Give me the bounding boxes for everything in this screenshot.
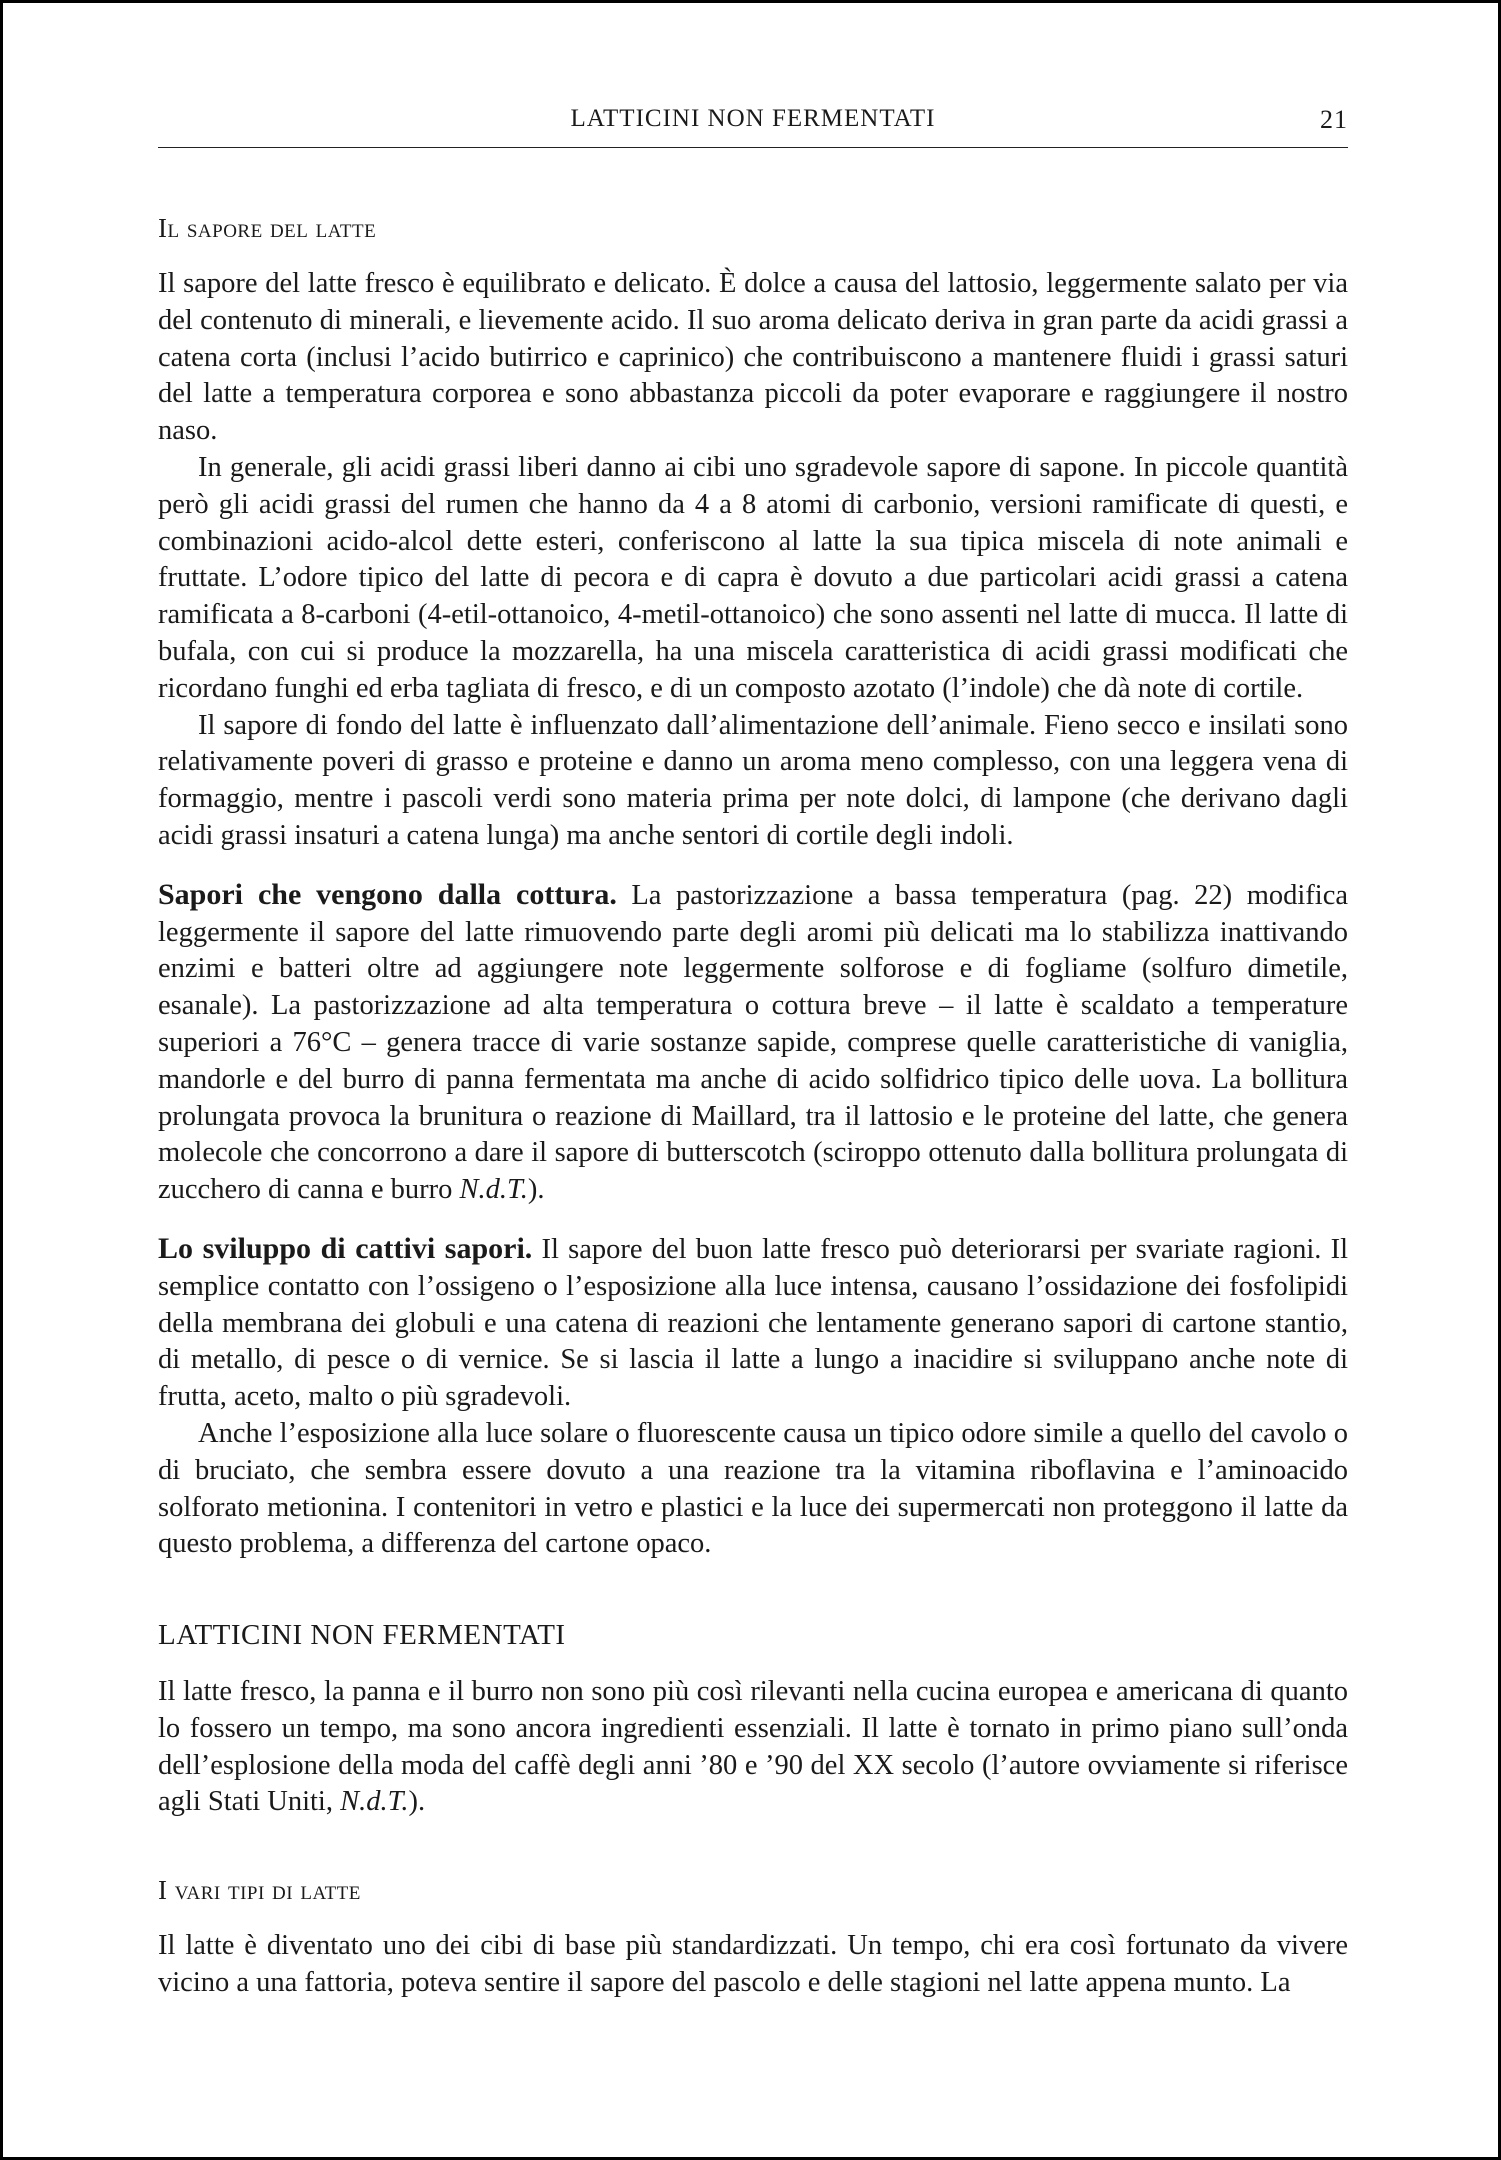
cottura-text: La pastorizzazione a bassa temperatura (pag. 22) modifica leggermente il sapore del latte rimuovendo parte degli aromi più delicati ma lo stabilizza inattivando enzimi e batteri oltre ad aggiungere note leggermente solforose e di fogliame (solfuro dimetile, esanale). La pastorizzazione ad alta temperatura o cottura breve – il latte è scaldato a temperature superiori a 76°C – genera tracce di varie sostanze sapide, comprese quelle caratteristiche di vaniglia, mandorle e del burro di panna fermentata ma anche di acido solfidrico tipico delle uova. La bollitura prolungata provoca la brunitura o reazione di Maillard, tra il lattosio e le proteine del latte, che genera molecole che concorrono a dare il sapore di butterscotch (sciroppo ottenuto dalla bollitura prolungata di zucchero di canna e burro <box>158 879 1348 1206</box>
running-title: LATTICINI NON FERMENTATI <box>570 105 936 132</box>
ndt-abbrev: N.d.T. <box>459 1174 528 1206</box>
latticini-text-end: ). <box>408 1786 426 1818</box>
paragraph-alimentazione: Il sapore di fondo del latte è influenzato dall’alimentazione dell’animale. Fieno secco e insilati sono relativamente poveri di grasso e proteine e danno un aroma meno complesso, con una leggera vena di formaggio, mentre i pascoli verdi sono materia prima per note dolci, di lampone (che derivano dagli acidi grassi insaturi a catena lunga) ma anche sentori di cortile degli indoli. <box>158 709 1348 851</box>
section-heading-latticini: LATTICINI NON FERMENTATI <box>158 1619 566 1652</box>
paragraph-cottura <box>158 877 1348 1209</box>
run-in-heading-cattivi-sapori: Lo sviluppo di cattivi sapori. <box>158 1231 533 1265</box>
section-heading-tipi-latte: I vari tipi di latte <box>158 1875 361 1906</box>
paragraph-acidi-grassi: In generale, gli acidi grassi liberi danno ai cibi uno sgradevole sapore di sapone. In piccole quantità però gli acidi grassi del rumen che hanno da 4 a 8 atomi di carbonio, versioni ramificate di questi, e combinazioni acido-alcol dette esteri, conferiscono al latte la sua tipica miscela di note animali e fruttate. L’odore tipico del latte di pecora e di capra è dovuto a due particolari acidi grassi a catena ramificata a 8-carboni (4-etil-ottanoico, 4-metil-ottanoico) che sono assenti nel latte di mucca. Il latte di bufala, con cui si produce la mozzarella, ha una miscela caratteristica di acidi grassi modificati che ricordano funghi ed erba tagliata di fresco, e di un composto azotato (l’indole) che dà note di cortile. <box>158 451 1348 704</box>
cattivi-sapori-text: Il sapore del buon latte fresco può deteriorarsi per svariate ragioni. Il semplice contatto con l’ossigeno o l’esposizione alla luce intensa, causano l’ossidazione dei fosfolipidi della membrana dei globuli e una catena di reazioni che lentamente generano sapori di cartone stantio, di metallo, di pesce o di vernice. Se si lascia il latte a lungo a inacidire si sviluppano anche note di frutta, aceto, malto o più sgradevoli. <box>158 1233 1349 1413</box>
paragraph-sapore-intro: Il sapore del latte fresco è equilibrato e delicato. È dolce a causa del lattosio, leggermente salato per via del contenuto di minerali, e lievemente acido. Il suo aroma delicato deriva in gran parte da acidi grassi a catena corta (inclusi l’acido butirrico e caprinico) che contribuiscono a mantenere fluidi i grassi saturi del latte a temperatura corporea e sono abbastanza piccoli da poter evaporare e raggiungere il nostro naso. <box>158 268 1348 447</box>
running-header <box>158 105 1348 148</box>
paragraph-tipi-latte: Il latte è diventato uno dei cibi di base più standardizzati. Un tempo, chi era così fortunato da vivere vicino a una fattoria, poteva sentire il sapore del pascolo e delle stagioni nel latte appena munto. La <box>158 1930 1348 1999</box>
paragraph-latticini-intro <box>158 1674 1348 1821</box>
page-number: 21 <box>1320 105 1348 134</box>
page-body <box>158 213 1348 2002</box>
ndt-abbrev: N.d.T. <box>340 1786 409 1818</box>
run-in-heading-cottura: Sapori che vengono dalla cottura. <box>158 877 617 911</box>
paragraph-cattivi-sapori <box>158 1231 1348 1416</box>
section-heading-sapore: Il sapore del latte <box>158 213 377 243</box>
paragraph-luce: Anche l’esposizione alla luce solare o fluorescente causa un tipico odore simile a quello del cavolo o di bruciato, che sembra essere dovuto a una reazione tra la vitamina riboflavina e l’aminoacido solforato metionina. I contenitori in vetro e plastici e la luce dei supermercati non proteggono il latte da questo problema, a differenza del cartone opaco. <box>158 1417 1348 1560</box>
cottura-text-end: ). <box>527 1174 545 1206</box>
latticini-text: Il latte fresco, la panna e il burro non sono più così rilevanti nella cucina europea e americana di quanto lo fossero un tempo, ma sono ancora ingredienti essenziali. Il latte è tornato in primo piano sull’onda dell’esplosione della moda del caffè degli anni ’80 e ’90 del XX secolo (l’autore ovviamente si riferisce agli Stati Uniti, <box>158 1676 1348 1818</box>
